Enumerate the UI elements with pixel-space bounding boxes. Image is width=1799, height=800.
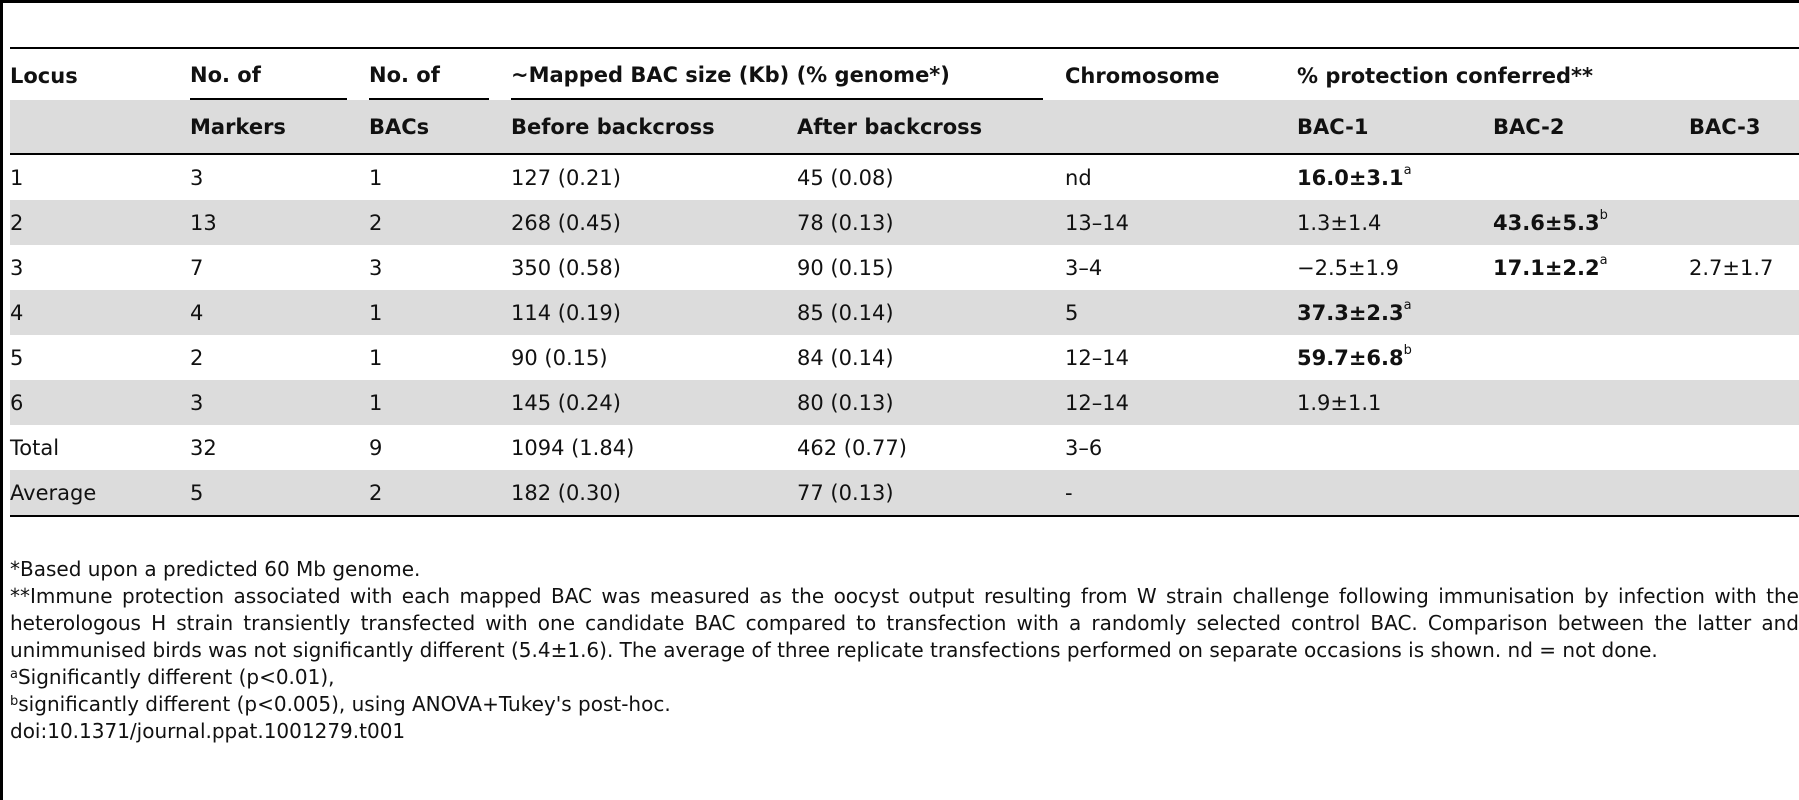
cell-bac3 [1689, 290, 1799, 335]
header-locus-sub [10, 100, 190, 154]
cell-bac1: 16.0±3.1$^a$ [1297, 162, 1412, 190]
table-row [10, 380, 1799, 425]
cell-bac3 [1689, 335, 1799, 380]
cell-before: 90 (0.15) [511, 345, 608, 370]
cell-bac2 [1493, 290, 1689, 335]
doi-label: doi:10.1371/journal.ppat.1001279.t001 [10, 719, 406, 743]
cell-markers: 5 [190, 470, 369, 516]
cell-before: 182 (0.30) [511, 470, 797, 516]
cell-markers: 32 [190, 435, 217, 460]
table-row [10, 470, 1799, 516]
header-markers: Markers [190, 100, 369, 154]
cell-before: 145 (0.24) [511, 380, 797, 425]
cell-markers: 2 [190, 345, 204, 370]
cell-bacs: 9 [369, 435, 383, 460]
cell-bac2 [1493, 335, 1689, 380]
cell-locus: 5 [10, 345, 24, 370]
header-chromosome: Chromosome [1065, 48, 1297, 100]
cell-bac3 [1689, 425, 1799, 470]
cell-bac1 [1297, 470, 1493, 516]
cell-locus: 1 [10, 165, 24, 190]
cell-after: 84 (0.14) [797, 345, 894, 370]
cell-before: 127 (0.21) [511, 165, 621, 190]
header-before-backcross: Before backcross [511, 100, 797, 154]
cell-bacs: 1 [369, 380, 511, 425]
table-row [10, 200, 1799, 245]
cell-before: 1094 (1.84) [511, 435, 635, 460]
cell-bac1: 37.3±2.3$^a$ [1297, 290, 1493, 335]
table-body [10, 154, 1799, 516]
cell-after: 462 (0.77) [797, 435, 907, 460]
cell-markers: 3 [190, 380, 369, 425]
cell-before: 114 (0.19) [511, 290, 797, 335]
cell-locus: 2 [10, 200, 190, 245]
cell-after: 45 (0.08) [797, 165, 894, 190]
cell-bac1: 1.9±1.1 [1297, 380, 1493, 425]
cell-markers: 7 [190, 255, 204, 280]
cell-after: 85 (0.14) [797, 290, 1065, 335]
header-row-1 [10, 48, 1799, 100]
cell-markers: 4 [190, 290, 369, 335]
cell-bac2 [1493, 470, 1689, 516]
cell-bac3 [1689, 200, 1799, 245]
footnote-double-star: **Immune protection associated with each mapped BAC was measured as the oocyst output resulting from W strain challenge following immunisation by infection with the heterologous H strain transiently transfected with one candidate BAC compared to transfection with a randomly selected control BAC. Comparison between the latter and unimmunised birds was not significantly different (5.4±1.6). The average of three replicate transfections performed on separate occasions is shown. nd = not done. [10, 584, 1799, 662]
cell-chrom: - [1065, 470, 1297, 516]
cell-bac3 [1689, 470, 1799, 516]
header-bacs: BACs [369, 100, 511, 154]
cell-bac1 [1297, 425, 1493, 470]
cell-chrom: 5 [1065, 290, 1297, 335]
cell-locus: Total [10, 435, 60, 460]
cell-chrom: 13–14 [1065, 200, 1297, 245]
table-row [10, 154, 1799, 200]
header-after-backcross: After backcross [797, 100, 1065, 154]
header-bac-3: BAC-3 [1689, 100, 1799, 154]
cell-bac3 [1689, 154, 1799, 200]
header-row-2 [10, 100, 1799, 154]
footnote-star: *Based upon a predicted 60 Mb genome. [10, 557, 421, 581]
cell-bacs: 1 [369, 165, 383, 190]
footnote-b: $^b$significantly different (p<0.005), using ANOVA+Tukey's post-hoc. [10, 692, 671, 716]
table-row [10, 290, 1799, 335]
header-bacs-top: No. of [369, 48, 511, 100]
footnote-a: $^a$Significantly different (p<0.01), [10, 665, 335, 689]
header-locus: Locus [10, 48, 190, 100]
header-bac-2: BAC-2 [1493, 100, 1689, 154]
header-mapped-bac-size: ~Mapped BAC size (Kb) (% genome*) [511, 48, 1065, 100]
cell-after: 80 (0.13) [797, 380, 1065, 425]
cell-locus: Average [10, 470, 190, 516]
cell-chrom: 3–6 [1065, 435, 1103, 460]
cell-locus: 6 [10, 380, 190, 425]
cell-bacs: 2 [369, 200, 511, 245]
cell-bacs: 1 [369, 290, 511, 335]
cell-bacs: 3 [369, 255, 383, 280]
cell-markers: 13 [190, 200, 369, 245]
table-row [10, 335, 1799, 380]
cell-bac1: −2.5±1.9 [1297, 255, 1400, 280]
cell-chrom: 12–14 [1065, 380, 1297, 425]
cell-locus: 3 [10, 255, 24, 280]
cell-locus: 4 [10, 290, 190, 335]
cell-after: 78 (0.13) [797, 200, 1065, 245]
cell-bac1: 1.3±1.4 [1297, 200, 1493, 245]
cell-chrom: 3–4 [1065, 255, 1103, 280]
top-border [0, 0, 1799, 3]
cell-bac2 [1493, 154, 1689, 200]
table-footnotes [10, 556, 1799, 745]
left-border [0, 0, 3, 800]
table-row [10, 245, 1799, 290]
cell-before: 350 (0.58) [511, 255, 621, 280]
cell-bac3: 2.7±1.7 [1689, 255, 1774, 280]
header-markers-top: No. of [190, 48, 369, 100]
cell-bac2: 17.1±2.2$^a$ [1493, 252, 1608, 280]
cell-bac2 [1493, 425, 1689, 470]
table-row [10, 425, 1799, 470]
cell-chrom: nd [1065, 165, 1092, 190]
cell-bac3 [1689, 380, 1799, 425]
cell-markers: 3 [190, 165, 204, 190]
cell-bac2: 43.6±5.3$^b$ [1493, 200, 1689, 245]
header-chromosome-sub [1065, 100, 1297, 154]
cell-bac2 [1493, 380, 1689, 425]
cell-bacs: 1 [369, 345, 383, 370]
cell-after: 90 (0.15) [797, 255, 894, 280]
header-bac-1: BAC-1 [1297, 100, 1493, 154]
cell-after: 77 (0.13) [797, 470, 1065, 516]
header-protection-conferred: % protection conferred** [1297, 48, 1799, 100]
bac-protection-table [10, 47, 1799, 517]
cell-chrom: 12–14 [1065, 345, 1129, 370]
cell-bacs: 2 [369, 470, 511, 516]
cell-bac1: 59.7±6.8$^b$ [1297, 342, 1412, 370]
cell-before: 268 (0.45) [511, 200, 797, 245]
